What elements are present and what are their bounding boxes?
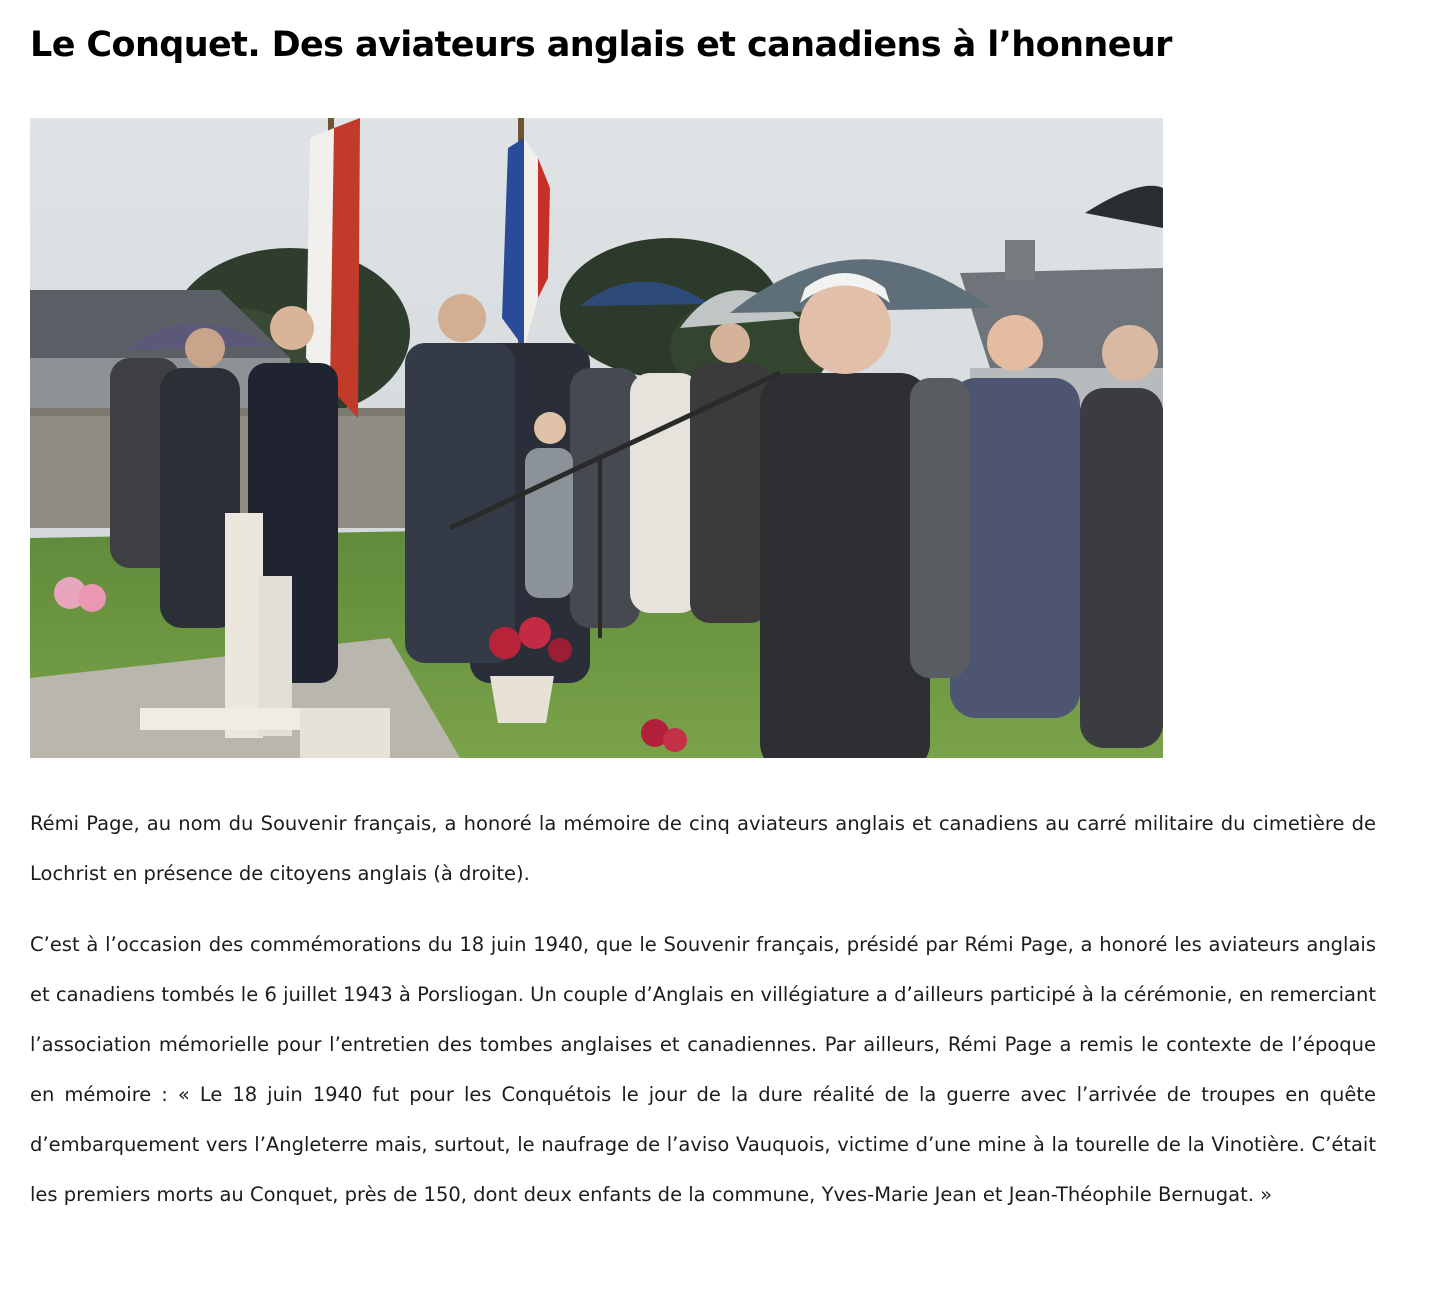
article-title: Le Conquet. Des aviateurs anglais et canadiens à l’honneur: [30, 25, 1172, 65]
article-body: C’est à l’occasion des commémorations du 18 juin 1940, que le Souvenir français, présidé par Rémi Page, a honoré les aviateurs anglais et canadiens tombés le 6 juillet 1943 à Porsliogan. Un couple d’Anglais en villégiature a d’ailleurs participé à la cérémonie, en remerciant l’association mémorielle pour l’entretien des tombes anglaises et canadiennes. Par ailleurs, Rémi Page a remis le contexte de l’époque en mémoire : « Le 18 juin 1940 fut pour les Conquétois le jour de la dure réalité de la guerre avec l’arrivée de troupes en quête d’embarquement vers l’Angleterre mais, surtout, le naufrage de l’aviso Vauquois, victime d’une mine à la tourelle de la Vinotière. C’était les premiers morts au Conquet, près de 150, dont deux enfants de la commune, Yves-Marie Jean et Jean-Théophile Bernugat. »: [30, 933, 1376, 1206]
photo-caption: Rémi Page, au nom du Souvenir français, a honoré la mémoire de cinq aviateurs anglais et canadiens au carré militaire du cimetière de Lochrist en présence de citoyens anglais (à droite).: [30, 812, 1376, 885]
article-photo: [30, 118, 1163, 758]
commemoration-photo-icon: [30, 118, 1163, 758]
